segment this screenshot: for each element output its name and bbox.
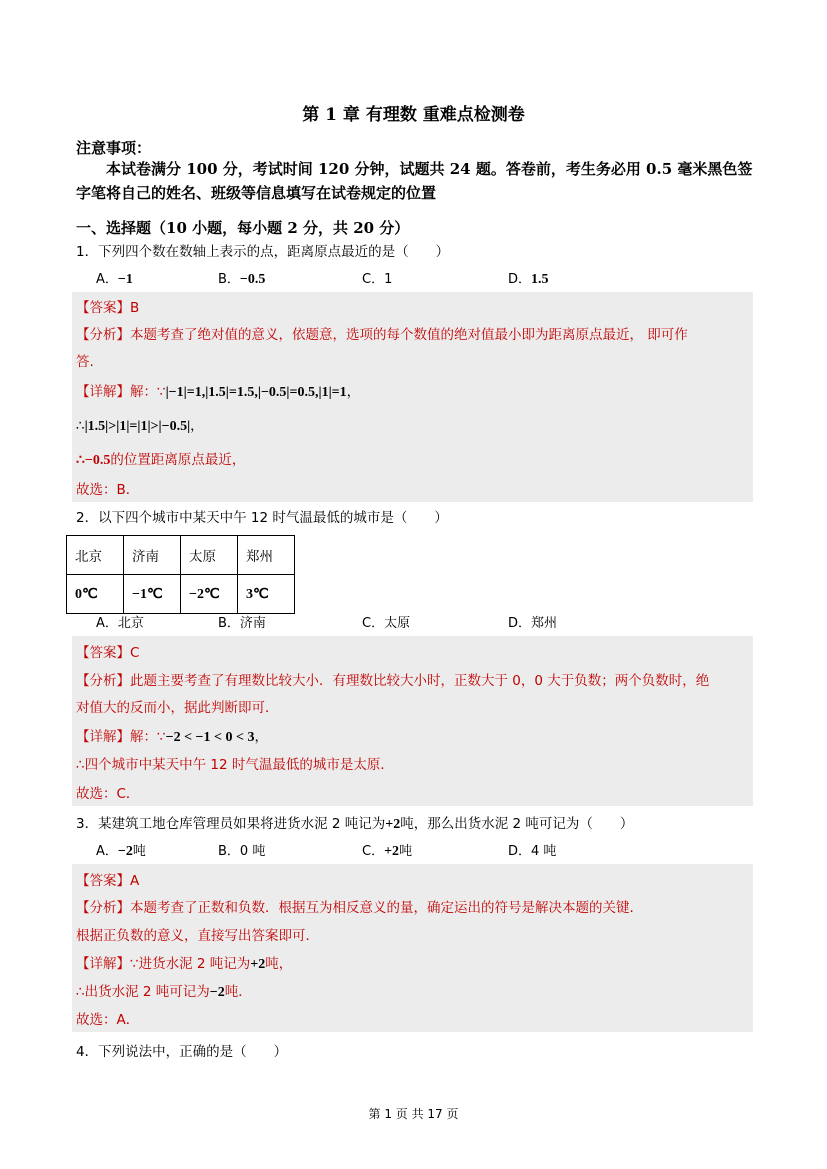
q3-solution-box (72, 864, 753, 1032)
q3-analysis-line2: 根据正负数的意义，直接写出答案即可． (76, 928, 319, 944)
q2-option-d: D．郑州 (508, 616, 558, 631)
q1-detail-line3: ∴−0.5的位置距离原点最近， (76, 452, 246, 468)
city-cell: 济南 (124, 536, 181, 575)
page-title: 第 1 章 有理数 重难点检测卷 (302, 105, 525, 125)
q3-option-a: A．−2吨 (96, 844, 146, 859)
q1-option-a: A．−1 (96, 272, 133, 287)
q3-analysis-line1: 【分析】本题考查了正数和负数．根据互为相反意义的量，确定运出的符号是解决本题的关键． (76, 900, 643, 916)
q3-stem: 3．某建筑工地仓库管理员如果将进货水泥 2 吨记为+2吨，那么出货水泥 2 吨可记为（ ） (76, 816, 634, 832)
q3-choose: 故选：A． (76, 1012, 140, 1028)
q1-option-d: D．1.5 (508, 272, 549, 287)
city-cell: 太原 (181, 536, 238, 575)
q2-option-a: A．北京 (96, 616, 144, 631)
temp-cell: 3℃ (238, 575, 295, 614)
q1-stem: 1．下列四个数在数轴上表示的点，距离原点最近的是（ ） (76, 244, 450, 260)
q1-option-b: B．−0.5 (218, 272, 266, 287)
q2-option-c: C．太原 (362, 616, 411, 631)
temp-cell: −2℃ (181, 575, 238, 614)
notice-heading: 注意事项： (76, 139, 152, 157)
q1-answer: 【答案】B (76, 300, 140, 316)
q2-detail-line2: ∴四个城市中某天中午 12 时气温最低的城市是太原． (76, 757, 394, 773)
q3-option-d: D．4 吨 (508, 844, 557, 859)
q1-solution-box (72, 292, 753, 502)
city-cell: 北京 (67, 536, 124, 575)
q4-stem: 4．下列说法中，正确的是（ ） (76, 1044, 288, 1060)
q3-detail-line1: 【详解】∵进货水泥 2 吨记为+2吨， (76, 956, 293, 972)
temperature-table (66, 535, 295, 614)
section-heading: 一、选择题（10 小题，每小题 2 分，共 20 分） (76, 219, 410, 237)
q2-detail-line1: 【详解】解：∵−2 < −1 < 0 < 3， (76, 729, 268, 745)
q3-detail-line2: ∴出货水泥 2 吨可记为−2吨． (76, 984, 252, 1000)
q3-option-b: B．0 吨 (218, 844, 266, 859)
notice-body: 本试卷满分 100 分，考试时间 120 分钟，试题共 24 题。答卷前，考生务必用 0.5 毫米黑色签字笔将自己的姓名、班级等信息填写在试卷规定的位置 (76, 160, 753, 202)
q2-analysis-line2: 对值大的反而小，据此判断即可． (76, 700, 279, 716)
q3-option-c: C．+2吨 (362, 844, 413, 859)
q2-stem: 2．以下四个城市中某天中午 12 时气温最低的城市是（ ） (76, 510, 448, 526)
q1-detail-line1: 【详解】解：∵|−1|=1,|1.5|=1.5,|−0.5|=0.5,|1|=1， (76, 384, 361, 400)
temp-cell: 0℃ (67, 575, 124, 614)
q2-option-b: B．济南 (218, 616, 266, 631)
q2-analysis-line1: 【分析】此题主要考查了有理数比较大小．有理数比较大小时，正数大于 0，0 大于负数；两个负数时，绝 (76, 673, 710, 689)
q2-answer: 【答案】C (76, 645, 140, 661)
temp-cell: −1℃ (124, 575, 181, 614)
q1-detail-line2: ∴|1.5|>|1|=|1|>|−0.5|， (76, 418, 204, 434)
q2-solution-box (72, 636, 753, 806)
q1-analysis-line2: 答. (76, 354, 94, 370)
q1-option-c: C．1 (362, 272, 393, 287)
page-footer: 第 1 页 共 17 页 (368, 1107, 459, 1121)
q2-choose: 故选：C． (76, 786, 140, 802)
q3-answer: 【答案】A (76, 873, 140, 889)
q1-choose: 故选：B． (76, 482, 140, 498)
q1-analysis-line1: 【分析】本题考查了绝对值的意义，依题意，选项的每个数值的绝对值最小即为距离原点最近， 即可作 (76, 327, 688, 343)
city-cell: 郑州 (238, 536, 295, 575)
